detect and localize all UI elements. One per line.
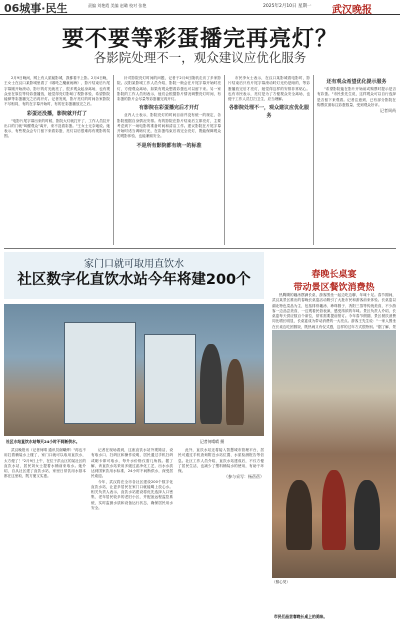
feature-credit: （参与采写：杨蓓蓓） xyxy=(224,474,264,480)
feature-headline: 社区数字化直饮水站今年将建200个 xyxy=(17,272,251,288)
feature-photo-caption: 社区水站直饮水站每天24小时不间断供水。 xyxy=(6,439,80,444)
feature-col-1 xyxy=(4,448,86,622)
issue-date: 2025年2月10日 星期一 xyxy=(263,4,312,9)
lead-story-col-1 xyxy=(4,76,110,244)
lead-subtitle-1: 彩蛋还没播，影院就开灯了 xyxy=(26,110,87,117)
lead-paragraph-4: 业内人士表示，影院亮灯的时间目前并没有统一的规定，各影院根据自身情况安排。有的影院在影片结束后立即亮灯，主要考虑到下一场电影的准备时间和清洁工作。建议影院在片尾字幕开始时适当调暗灯光，在彩蛋结束后再完全亮灯，既能保障观众的观影体验，也能兼顾安全。 xyxy=(117,113,221,139)
lead-subtitle-2: 各影院处理不一，观众建议应优化服务 xyxy=(228,105,309,120)
side-headline-1: 春晚长桌宴 xyxy=(311,270,357,280)
resident-figure xyxy=(200,344,222,424)
resident-figure xyxy=(226,359,244,425)
masthead xyxy=(0,0,400,15)
lead-subtitle-4: 不是所有影院都有统一的标准 xyxy=(136,142,202,149)
lead-paragraph-2: 市民李女士表示，在汉口某影城看电影时，影片结束后只有片尾字幕滚动时灯光仍是暗的，等彩蛋播放完后才亮灯，她觉得这样的安排非常贴心。也有市民表示，亮灯是为了方便观众安全离场，也便于工作人员打扫卫生，应当理解。 xyxy=(228,76,310,101)
side-photo-caption: 市民们品尝春晚长桌上的美味。 xyxy=(274,614,328,619)
feature-headline-box xyxy=(4,252,264,299)
main-headline: 要不要等彩蛋播完再亮灯？ xyxy=(61,27,338,52)
feature-photo xyxy=(4,304,264,436)
water-station-panel xyxy=(144,334,196,424)
feature-photo-credit: 记者何晴晴 摄 xyxy=(200,439,224,444)
side-story-body-top xyxy=(272,293,396,329)
side-story-body: 热腾腾的藕汤摆满长桌，游客围坐一起边吃边聊，年味十足。春节期间，武汉某景区推出的春晚长桌宴活动吸引了大批市民和游客前来体验。长桌宴以湖北特色菜品为主，包括排骨藕汤、珍珠圆子、沔阳三蒸等传统美食，不少游客一边品尝美食，一边观看民俗表演，感受浓浓的年味。景区负责人介绍，长桌宴每天供应数百个席位，常常需要提前预订。今年春节假期，景区餐饮消费同比增长明显，长桌宴成为带动消费的一大亮点。游客王先生说："一家人围坐在长桌边吃团圆饭，既热闹又有仪式感，这样的过年方式很特别。"据了解，景 xyxy=(272,293,396,329)
feature-body-1: 武汉晚报讯（记者何晴 通讯员谢曦烨）"再也不用扛着桶装水上楼了，家门口就可以取用直饮水，太方便了！"2月9日上午，在位于洪山区的某社区的直饮水站，居民刘女士提着水桶前来取水。她介绍，自从社区建了直饮水站，家里日常饮用水基本都在这里取，既方便又实惠。 xyxy=(4,448,86,479)
side-story-credit: （鄢心昊） xyxy=(272,580,290,584)
lead-subtitle-3: 有影院在彩蛋播完后才开灯 xyxy=(138,105,199,112)
side-headline-2: 带动景区餐饮消费热 xyxy=(293,283,375,293)
diner-figure xyxy=(286,480,312,550)
page-section: 06城事·民生 xyxy=(4,2,68,15)
sub-headline: 各影院处理不一，观众建议应优化服务 xyxy=(93,50,307,65)
feature-body-3: 今年，武汉将在全市各社区建设200个数字化直饮水站，让更多居民在家门口就能喝上放心水。相关负责人表示，直饮水站建设将优先选择人口密集、老年居民较多的老旧小区，并配备远程监控系统，实时监测水质和设备运行状态，确保居民用水安全。 xyxy=(91,479,173,510)
lead-subtitle-5: 还有观众希望优化提示服务 xyxy=(326,79,387,85)
paper-logo: 武汉晚报 xyxy=(332,5,372,16)
lead-intro: 2月9日晚间，网上有人质疑影城，我都看不上影。2月4日晚，王女士在汉口某影城里看了《哪吒之魔童闹海》，影片结束后片尾字幕刚开始滚动，影厅的灯光就亮了，很多观众起身离场，也有观众坐在原位等待彩蛋播放，她觉得亮灯影响了观影体验，希望影院能够等彩蛋播完之后再开灯。记者发现，影厅亮灯的时间各家影院不尽相同，有的在字幕开始时，有的在彩蛋播放完之后。 xyxy=(4,76,110,107)
feature-kicker: 家门口就可取用直饮水 xyxy=(84,259,184,270)
lead-paragraph-5: "希望影院能在影片开始前或购票时提示是否有彩蛋。"市民张先生说，这样观众可以自行选择是否留下来观看。记者注意到，已有部分影院在购票页面标注彩蛋数量，受到观众好评。 xyxy=(317,87,396,107)
lead-paragraph-3: 针对影院亮灯时间的问题，记者于2月6日随机走访了多家影院。汉阳某影城工作人员介绍，影院一般会在片尾字幕开始时亮灯，方便观众离场，如果有观众想看彩蛋也可以留下来。另一家影院的工作人员则表示，他们会根据影片情况调整亮灯时间，有彩蛋的影片会尽量等彩蛋播完再开灯。 xyxy=(117,76,221,101)
lead-credit: 记者周芮 xyxy=(380,108,396,113)
lead-story-col-2 xyxy=(117,76,221,244)
feature-body-2: 记者在现场看到，这座直饮水站外观简洁，设有取水口、扫码区和操作说明，居民通过手机扫码或刷卡即可取水，每升水价格仅需几角钱。据了解，该直饮水站采用多级过滤净化工艺，出水水质达到国家饮用水标准，24小时不间断供水，深受居民欢迎。 xyxy=(91,448,173,479)
lead-story-col-4 xyxy=(317,76,396,244)
feature-col-2 xyxy=(91,448,173,622)
side-story-photo xyxy=(272,330,396,578)
lead-story-col-3 xyxy=(228,76,310,244)
diner-figure xyxy=(354,480,380,550)
water-station-machine xyxy=(64,322,136,424)
feature-body-4: 此外，直饮水站还将接入智慧城市管理平台，居民可通过手机查询附近水站位置、水质检测报告等信息。社区工作人员介绍，直饮水站建成后，不仅方便了居民生活，也减少了塑料桶装水的使用，有助于环保。 xyxy=(178,448,264,473)
editors-line: 责编 刘艳霞 美编 赵璐 校对 张艳 xyxy=(88,3,147,8)
diner-figure xyxy=(322,470,346,550)
lead-paragraph-1: "电影片尾字幕出来的时候，影院大灯就打开了，工作人员拉开出口的门就"叫醒观众"离开，来不及看彩蛋。"王女士无奈地说。她表示，有些观众会专门留下来看彩蛋，亮灯以后很难再有观影的氛围。 xyxy=(4,118,110,139)
feature-col-3 xyxy=(178,448,264,622)
